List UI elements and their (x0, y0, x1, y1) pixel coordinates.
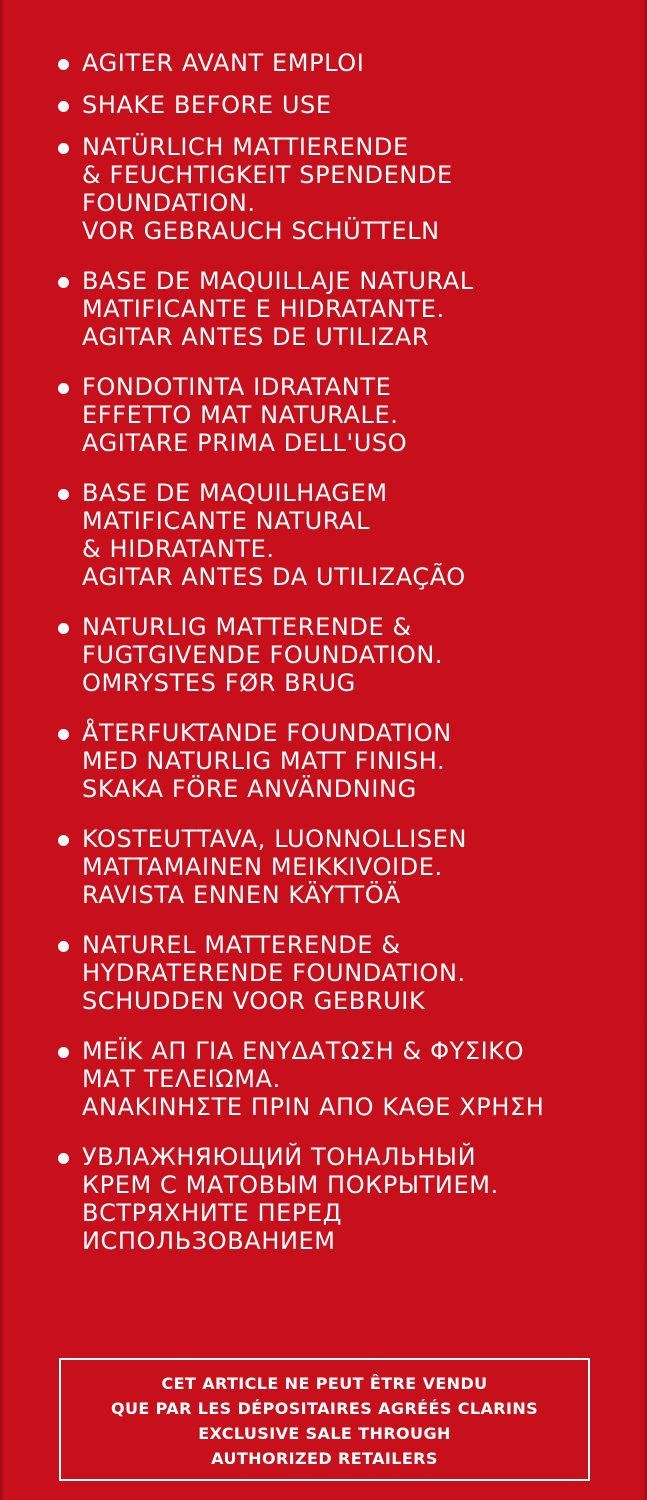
instruction-line: OMRYSTES FØR BRUG (82, 669, 356, 697)
notice-line: QUE PAR LES DÉPOSITAIRES AGRÉÉS CLARINS (110, 1399, 539, 1418)
instruction-line: KOSTEUTTAVA, LUONNOLLISEN (82, 825, 468, 853)
instruction-list (58, 49, 643, 1277)
notice-line: EXCLUSIVE SALE THROUGH (198, 1424, 451, 1443)
instruction-item-nl (58, 931, 643, 1015)
instruction-line: AGITAR ANTES DA UTILIZAÇÃO (82, 563, 466, 591)
instruction-line: SKAKA FÖRE ANVÄNDNING (82, 775, 417, 803)
instruction-line: FOUNDATION. (82, 189, 256, 217)
instruction-line: EFFETTO MAT NATURALE. (82, 401, 399, 429)
instruction-line: MATIFICANTE NATURAL (82, 507, 371, 535)
instruction-line: NATÜRLICH MATTIERENDE (82, 133, 409, 161)
bullet-dot-icon (58, 623, 69, 634)
instruction-line: BASE DE MAQUILLAJE NATURAL (82, 267, 474, 295)
notice-line: CET ARTICLE NE PEUT ÊTRE VENDU (161, 1374, 488, 1393)
notice-line: AUTHORIZED RETAILERS (211, 1449, 438, 1468)
bullet-dot-icon (58, 143, 69, 154)
instruction-line: ÅTERFUKTANDE FOUNDATION (82, 719, 452, 747)
instruction-line: VOR GEBRAUCH SCHÜTTELN (82, 217, 440, 245)
bullet-dot-icon (58, 729, 69, 740)
instruction-item-pt (58, 479, 643, 591)
instruction-line: ΑΝΑΚΙΝΗΣΤΕ ΠΡΙΝ ΑΠΟ ΚΑΘΕ ΧΡΗΣΗ (82, 1093, 545, 1121)
instruction-line: AGITAR ANTES DE UTILIZAR (82, 323, 430, 351)
bullet-dot-icon (58, 835, 69, 846)
instruction-line: FONDOTINTA IDRATANTE (82, 373, 392, 401)
instruction-line: FUGTGIVENDE FOUNDATION. (82, 641, 444, 669)
bullet-dot-icon (58, 277, 69, 288)
panel-edge-left (0, 0, 5, 1500)
instruction-line: КРЕМ С МАТОВЫМ ПОКРЫТИЕМ. (82, 1171, 499, 1199)
instruction-line: HYDRATERENDE FOUNDATION. (82, 959, 466, 987)
instruction-item-sv (58, 719, 643, 803)
instruction-line: ИСПОЛЬЗОВАНИЕМ (82, 1227, 336, 1255)
instruction-item-fr (58, 49, 643, 77)
bullet-dot-icon (58, 383, 69, 394)
instruction-item-it (58, 373, 643, 457)
bullet-dot-icon (58, 101, 69, 112)
bullet-dot-icon (58, 1153, 69, 1164)
instruction-line: MED NATURLIG MATT FINISH. (82, 747, 446, 775)
bullet-dot-icon (58, 941, 69, 952)
bullet-dot-icon (58, 59, 69, 70)
instruction-line: MATTAMAINEN MEIKKIVOIDE. (82, 853, 443, 881)
instruction-line: NATUREL MATTERENDE & (82, 931, 401, 959)
instruction-line: SCHUDDEN VOOR GEBRUIK (82, 987, 426, 1015)
instruction-line: ΜΕΪΚ ΑΠ ΓΙΑ ΕΝΥΔΑΤΩΣΗ & ΦΥΣΙΚΟ (82, 1037, 525, 1065)
instruction-item-en (58, 91, 643, 119)
instruction-item-ru (58, 1143, 643, 1255)
instruction-line: & HIDRATANTE. (82, 535, 275, 563)
bullet-dot-icon (58, 489, 69, 500)
instruction-item-de (58, 133, 643, 245)
bullet-dot-icon (58, 1047, 69, 1058)
retailer-notice-box (59, 1358, 590, 1481)
instruction-line: NATURLIG MATTERENDE & (82, 613, 412, 641)
instruction-line: AGITARE PRIMA DELL'USO (82, 429, 408, 457)
instruction-line: ΜΑΤ ΤΕΛΕΙΩΜΑ. (82, 1065, 281, 1093)
instruction-line: ВСТРЯХНИТЕ ПЕРЕД (82, 1199, 343, 1227)
instruction-line: УВЛАЖНЯЮЩИЙ ТОНАЛЬНЫЙ (82, 1143, 477, 1171)
instruction-line: & FEUCHTIGKEIT SPENDENDE (82, 161, 453, 189)
instruction-item-fi (58, 825, 643, 909)
instruction-item-el (58, 1037, 643, 1121)
instruction-line: MATIFICANTE E HIDRATANTE. (82, 295, 445, 323)
instruction-line: RAVISTA ENNEN KÄYTTÖÄ (82, 881, 401, 909)
instruction-item-es (58, 267, 643, 351)
instruction-item-da (58, 613, 643, 697)
instruction-line: SHAKE BEFORE USE (82, 91, 332, 119)
instruction-line: BASE DE MAQUILHAGEM (82, 479, 388, 507)
instruction-line: AGITER AVANT EMPLOI (82, 49, 365, 77)
